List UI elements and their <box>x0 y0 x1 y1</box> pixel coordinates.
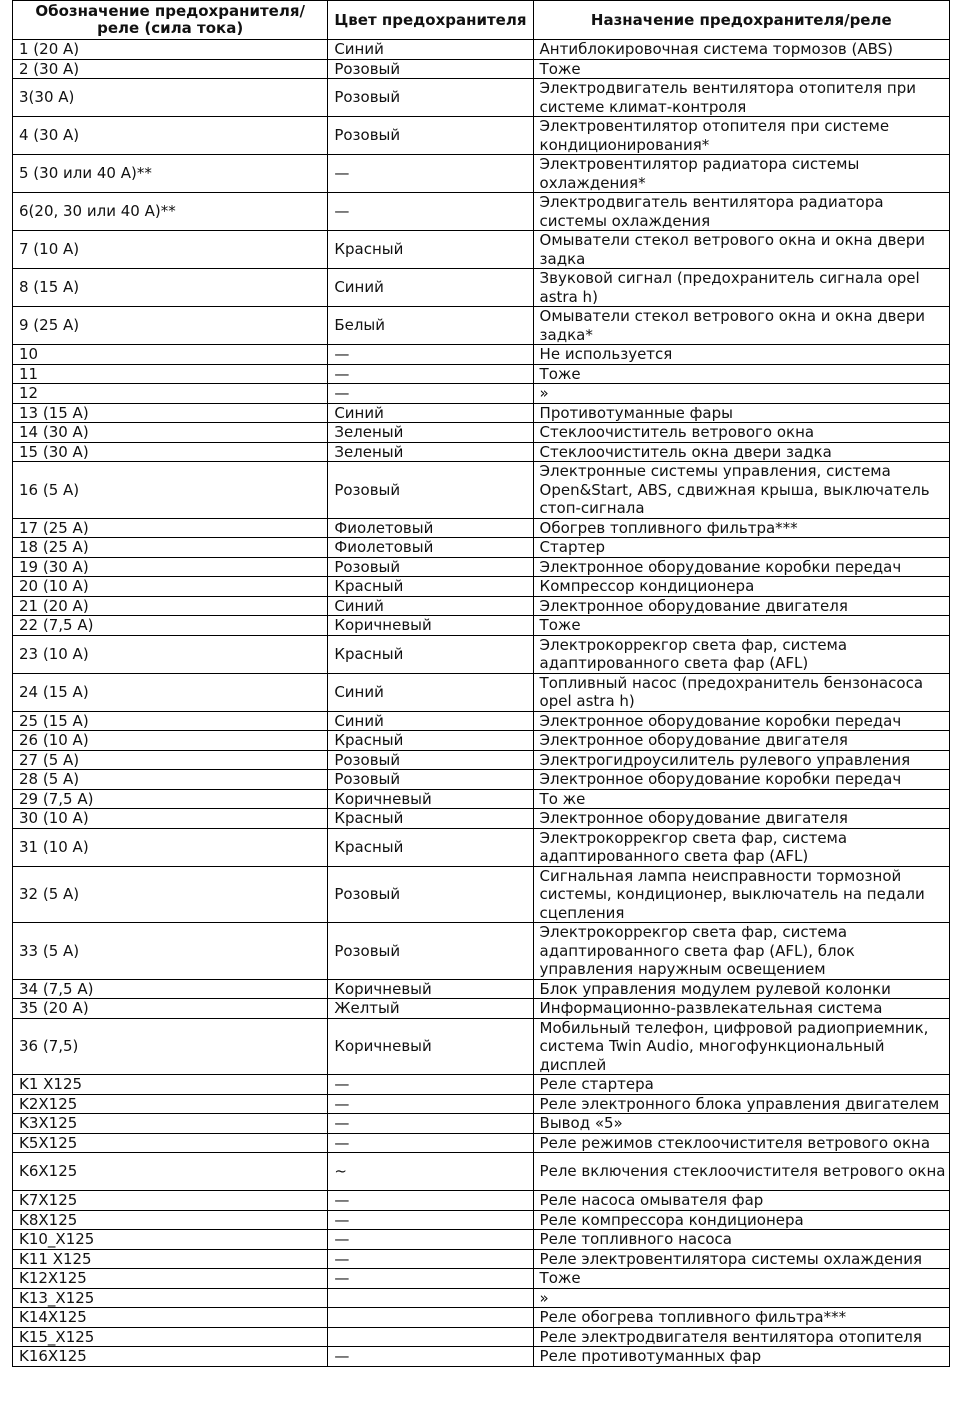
table-row <box>13 538 950 558</box>
cell-purpose: Мобильный телефон, цифровой радиоприемник, система Twin Audio, многофункциональный дисплей <box>533 1018 949 1075</box>
header-purpose: Назначение предохранителя/реле <box>533 1 949 40</box>
cell-color: Красный <box>328 828 533 866</box>
cell-color: Желтый <box>328 999 533 1019</box>
table-row <box>13 345 950 365</box>
cell-designation: 22 (7,5 А) <box>13 616 328 636</box>
fuse-relay-table <box>12 0 950 1367</box>
cell-color: — <box>328 1114 533 1134</box>
cell-color: Красный <box>328 809 533 829</box>
cell-designation: 7 (10 А) <box>13 231 328 269</box>
header-color: Цвет предохранителя <box>328 1 533 40</box>
cell-color: Розовый <box>328 770 533 790</box>
cell-color: Синий <box>328 596 533 616</box>
table-row <box>13 1018 950 1075</box>
cell-purpose: Компрессор кондиционера <box>533 577 949 597</box>
cell-color: — <box>328 1249 533 1269</box>
cell-purpose: Антиблокировочная система тормозов (ABS) <box>533 40 949 60</box>
cell-designation: 18 (25 А) <box>13 538 328 558</box>
cell-color: Синий <box>328 40 533 60</box>
cell-designation: K14X125 <box>13 1308 328 1328</box>
cell-designation: 14 (30 А) <box>13 423 328 443</box>
cell-designation: 1 (20 А) <box>13 40 328 60</box>
cell-designation: 16 (5 А) <box>13 462 328 519</box>
cell-color <box>328 1327 533 1347</box>
cell-designation: 31 (10 А) <box>13 828 328 866</box>
cell-designation: 33 (5 А) <box>13 923 328 980</box>
cell-purpose: Электродвигатель вентилятора отопителя при системе климат-контроля <box>533 79 949 117</box>
cell-color: Розовый <box>328 866 533 923</box>
cell-designation: K11 X125 <box>13 1249 328 1269</box>
table-row <box>13 1288 950 1308</box>
table-row <box>13 809 950 829</box>
table-row <box>13 442 950 462</box>
cell-color: Синий <box>328 269 533 307</box>
table-row <box>13 79 950 117</box>
table-body <box>13 40 950 1367</box>
table-row <box>13 1075 950 1095</box>
cell-designation: 3(30 А) <box>13 79 328 117</box>
table-row <box>13 1210 950 1230</box>
cell-designation: 34 (7,5 А) <box>13 979 328 999</box>
table-row <box>13 770 950 790</box>
cell-designation: K3X125 <box>13 1114 328 1134</box>
cell-color <box>328 1288 533 1308</box>
cell-purpose: Реле стартера <box>533 1075 949 1095</box>
table-row <box>13 616 950 636</box>
cell-color: Розовый <box>328 79 533 117</box>
header-designation: Обозначение предохранителя/реле (сила тока) <box>13 1 328 40</box>
table-row <box>13 423 950 443</box>
table-row <box>13 1308 950 1328</box>
cell-purpose: Противотуманные фары <box>533 403 949 423</box>
cell-color: Синий <box>328 403 533 423</box>
cell-purpose: Сигнальная лампа неисправности тормозной системы, кондиционер, выключатель на педали сцепления <box>533 866 949 923</box>
cell-purpose: Блок управления модулем рулевой колонки <box>533 979 949 999</box>
cell-purpose: Электровентилятор радиатора системы охлаждения* <box>533 155 949 193</box>
table-row <box>13 364 950 384</box>
cell-designation: 28 (5 А) <box>13 770 328 790</box>
cell-designation: K6X125 <box>13 1153 328 1191</box>
table-row <box>13 59 950 79</box>
cell-purpose: Электронное оборудование коробки передач <box>533 711 949 731</box>
cell-designation: 21 (20 А) <box>13 596 328 616</box>
cell-purpose: Реле электронного блока управления двигателем <box>533 1094 949 1114</box>
cell-purpose: Топливный насос (предохранитель бензонасоса opel astra h) <box>533 673 949 711</box>
cell-color: Коричневый <box>328 616 533 636</box>
table-row <box>13 577 950 597</box>
cell-color: — <box>328 1075 533 1095</box>
cell-purpose: Электронное оборудование коробки передач <box>533 770 949 790</box>
table-row <box>13 1347 950 1367</box>
table-row <box>13 979 950 999</box>
cell-color: Красный <box>328 231 533 269</box>
cell-color: Фиолетовый <box>328 518 533 538</box>
cell-designation: K12X125 <box>13 1269 328 1289</box>
cell-purpose: Электронное оборудование коробки передач <box>533 557 949 577</box>
cell-purpose: Омыватели стекол ветрового окна и окна двери задка <box>533 231 949 269</box>
cell-color: Розовый <box>328 117 533 155</box>
cell-purpose: Звуковой сигнал (предохранитель сигнала opel astra h) <box>533 269 949 307</box>
table-row <box>13 789 950 809</box>
cell-purpose: Тоже <box>533 59 949 79</box>
cell-designation: K2X125 <box>13 1094 328 1114</box>
table-row <box>13 155 950 193</box>
cell-purpose: Электрокоррекгор света фар, система адаптированного света фар (AFL) <box>533 635 949 673</box>
cell-purpose: Тоже <box>533 616 949 636</box>
cell-purpose: Информационно-развлекательная система <box>533 999 949 1019</box>
table-row <box>13 403 950 423</box>
cell-designation: 35 (20 А) <box>13 999 328 1019</box>
cell-designation: K1 X125 <box>13 1075 328 1095</box>
cell-color: Розовый <box>328 750 533 770</box>
cell-purpose: Электронное оборудование двигателя <box>533 809 949 829</box>
cell-designation: 5 (30 или 40 А)** <box>13 155 328 193</box>
table-row <box>13 923 950 980</box>
table-row <box>13 40 950 60</box>
table-row <box>13 711 950 731</box>
cell-color <box>328 1308 533 1328</box>
cell-purpose: Омыватели стекол ветрового окна и окна двери задка* <box>533 307 949 345</box>
cell-color: — <box>328 1210 533 1230</box>
cell-designation: 4 (30 А) <box>13 117 328 155</box>
cell-purpose: Реле компрессора кондиционера <box>533 1210 949 1230</box>
table-row <box>13 1249 950 1269</box>
cell-designation: 6(20, 30 или 40 А)** <box>13 193 328 231</box>
cell-purpose: Реле обогрева топливного фильтра*** <box>533 1308 949 1328</box>
cell-purpose: Электрокоррекгор света фар, система адаптированного света фар (AFL), блок управления наружным освещением <box>533 923 949 980</box>
cell-designation: 27 (5 А) <box>13 750 328 770</box>
cell-designation: K15_X125 <box>13 1327 328 1347</box>
table-row <box>13 1191 950 1211</box>
cell-color: — <box>328 1133 533 1153</box>
cell-designation: 32 (5 А) <box>13 866 328 923</box>
cell-designation: 17 (25 А) <box>13 518 328 538</box>
cell-purpose: Электрогидроусилитель рулевого управления <box>533 750 949 770</box>
cell-designation: 2 (30 А) <box>13 59 328 79</box>
cell-color: Зеленый <box>328 442 533 462</box>
table-row <box>13 1133 950 1153</box>
cell-purpose: Реле топливного насоса <box>533 1230 949 1250</box>
cell-purpose: Реле насоса омывателя фар <box>533 1191 949 1211</box>
cell-purpose: Электронное оборудование двигателя <box>533 731 949 751</box>
table-row <box>13 518 950 538</box>
cell-purpose: » <box>533 1288 949 1308</box>
cell-color: — <box>328 1347 533 1367</box>
cell-color: Фиолетовый <box>328 538 533 558</box>
cell-color: — <box>328 1094 533 1114</box>
cell-color: Белый <box>328 307 533 345</box>
cell-color: — <box>328 364 533 384</box>
table-row <box>13 1153 950 1191</box>
cell-purpose: » <box>533 384 949 404</box>
cell-purpose: Стеклоочиститель ветрового окна <box>533 423 949 443</box>
cell-color: Красный <box>328 577 533 597</box>
cell-color: ~ <box>328 1153 533 1191</box>
table-row <box>13 231 950 269</box>
cell-designation: 36 (7,5) <box>13 1018 328 1075</box>
table-row <box>13 1230 950 1250</box>
cell-designation: 26 (10 А) <box>13 731 328 751</box>
table-row <box>13 1114 950 1134</box>
cell-color: Красный <box>328 731 533 751</box>
cell-color: — <box>328 193 533 231</box>
cell-color: — <box>328 345 533 365</box>
cell-purpose: Стеклоочиститель окна двери задка <box>533 442 949 462</box>
cell-purpose: Электрокоррекгор света фар, система адаптированного света фар (AFL) <box>533 828 949 866</box>
cell-designation: 11 <box>13 364 328 384</box>
cell-designation: K13_X125 <box>13 1288 328 1308</box>
table-row <box>13 307 950 345</box>
table-row <box>13 635 950 673</box>
cell-color: Зеленый <box>328 423 533 443</box>
cell-designation: K7X125 <box>13 1191 328 1211</box>
cell-designation: K16X125 <box>13 1347 328 1367</box>
table-row <box>13 999 950 1019</box>
table-header-row <box>13 1 950 40</box>
table-row <box>13 828 950 866</box>
cell-purpose: Тоже <box>533 364 949 384</box>
table-row <box>13 384 950 404</box>
table-row <box>13 1269 950 1289</box>
cell-purpose: Стартер <box>533 538 949 558</box>
cell-purpose: Реле электровентилятора системы охлаждения <box>533 1249 949 1269</box>
cell-designation: 30 (10 А) <box>13 809 328 829</box>
cell-designation: 23 (10 А) <box>13 635 328 673</box>
cell-color: — <box>328 384 533 404</box>
cell-purpose: Обогрев топливного фильтра*** <box>533 518 949 538</box>
cell-designation: 29 (7,5 А) <box>13 789 328 809</box>
cell-purpose: Реле противотуманных фар <box>533 1347 949 1367</box>
cell-designation: K10_X125 <box>13 1230 328 1250</box>
cell-color: — <box>328 1191 533 1211</box>
cell-purpose: Вывод «5» <box>533 1114 949 1134</box>
cell-color: Коричневый <box>328 979 533 999</box>
cell-designation: 24 (15 А) <box>13 673 328 711</box>
cell-color: — <box>328 1230 533 1250</box>
cell-color: Коричневый <box>328 789 533 809</box>
cell-designation: 12 <box>13 384 328 404</box>
cell-purpose: Электровентилятор отопителя при системе кондиционирования* <box>533 117 949 155</box>
table-row <box>13 193 950 231</box>
cell-designation: 10 <box>13 345 328 365</box>
table-row <box>13 673 950 711</box>
cell-purpose: Реле включения стеклоочистителя ветрового окна <box>533 1153 949 1191</box>
cell-designation: K5X125 <box>13 1133 328 1153</box>
cell-designation: K8X125 <box>13 1210 328 1230</box>
cell-color: Красный <box>328 635 533 673</box>
cell-color: Коричневый <box>328 1018 533 1075</box>
cell-designation: 20 (10 А) <box>13 577 328 597</box>
table-row <box>13 462 950 519</box>
table-row <box>13 1094 950 1114</box>
cell-purpose: Тоже <box>533 1269 949 1289</box>
table-row <box>13 596 950 616</box>
table-row <box>13 1327 950 1347</box>
cell-designation: 8 (15 А) <box>13 269 328 307</box>
cell-color: Синий <box>328 711 533 731</box>
cell-purpose: Реле режимов стеклоочистителя ветрового окна <box>533 1133 949 1153</box>
cell-color: Розовый <box>328 923 533 980</box>
cell-color: Розовый <box>328 462 533 519</box>
cell-purpose: Не используется <box>533 345 949 365</box>
cell-purpose: Реле электродвигателя вентилятора отопителя <box>533 1327 949 1347</box>
cell-color: Розовый <box>328 557 533 577</box>
cell-designation: 25 (15 А) <box>13 711 328 731</box>
cell-designation: 19 (30 А) <box>13 557 328 577</box>
cell-color: — <box>328 155 533 193</box>
table-row <box>13 866 950 923</box>
table-row <box>13 731 950 751</box>
table-row <box>13 750 950 770</box>
cell-purpose: Электродвигатель вентилятора радиатора системы охлаждения <box>533 193 949 231</box>
table-row <box>13 117 950 155</box>
cell-designation: 15 (30 А) <box>13 442 328 462</box>
cell-color: — <box>328 1269 533 1289</box>
cell-color: Синий <box>328 673 533 711</box>
table-row <box>13 269 950 307</box>
cell-purpose: Электронное оборудование двигателя <box>533 596 949 616</box>
cell-designation: 13 (15 А) <box>13 403 328 423</box>
cell-color: Розовый <box>328 59 533 79</box>
cell-purpose: То же <box>533 789 949 809</box>
table-row <box>13 557 950 577</box>
cell-purpose: Электронные системы управления, система Open&Start, ABS, сдвижная крыша, выключатель стоп-сигнала <box>533 462 949 519</box>
cell-designation: 9 (25 А) <box>13 307 328 345</box>
